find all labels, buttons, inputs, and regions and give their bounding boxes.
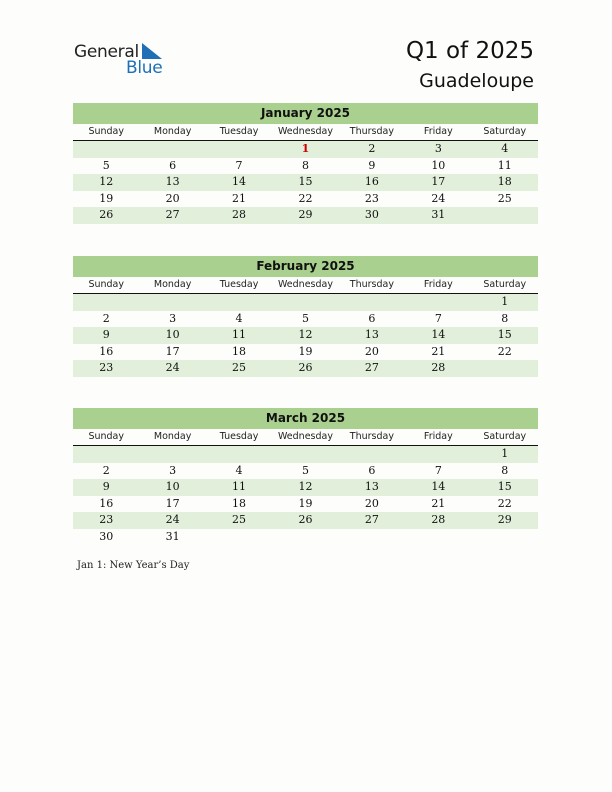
weekday-header-row [73, 277, 538, 294]
week-row [73, 512, 538, 529]
day-cell: 19 [298, 496, 313, 510]
day-cell [339, 446, 405, 463]
day-cell [339, 294, 405, 311]
day-cell: 8 [501, 463, 509, 477]
day-cell: 16 [99, 344, 114, 358]
day-cell: 9 [102, 328, 110, 342]
week-row [73, 311, 538, 328]
day-cell: 10 [165, 328, 180, 342]
day-cell: 18 [232, 496, 247, 510]
day-cell: 7 [434, 311, 442, 325]
day-cell: 26 [99, 208, 114, 222]
day-cell: 13 [364, 480, 379, 494]
week-row [73, 529, 538, 546]
week-row [73, 294, 538, 311]
weekday-header-row [73, 429, 538, 446]
day-cell: 19 [298, 344, 313, 358]
day-cell: 25 [497, 191, 512, 205]
month-calendar-march [73, 408, 538, 546]
day-cell: 4 [501, 142, 509, 155]
day-cell: 20 [364, 496, 379, 510]
day-cell: 16 [99, 496, 114, 510]
day-cell: 7 [434, 463, 442, 477]
day-cell: 11 [232, 480, 247, 494]
page-subtitle: Guadeloupe [419, 70, 534, 92]
weekday-header-row [73, 124, 538, 141]
day-cell: 11 [232, 328, 247, 342]
weekday-label: Friday [423, 126, 453, 137]
weekday-label: Tuesday [219, 126, 259, 137]
day-cell: 25 [232, 513, 247, 527]
day-cell: 15 [298, 175, 313, 189]
day-cell: 28 [232, 208, 247, 222]
day-cell: 13 [364, 328, 379, 342]
day-cell [405, 446, 471, 463]
day-cell: 7 [235, 158, 243, 172]
day-cell [206, 446, 272, 463]
day-cell: 21 [431, 344, 446, 358]
weekday-label: Thursday [349, 279, 394, 290]
day-cell: 9 [102, 480, 110, 494]
day-cell: 22 [298, 191, 313, 205]
day-cell: 11 [497, 158, 512, 172]
day-cell: 20 [165, 191, 180, 205]
day-cell: 10 [165, 480, 180, 494]
week-row [73, 174, 538, 191]
day-cell: 1 [501, 447, 509, 460]
day-cell: 1 [501, 295, 509, 308]
holiday-day-cell: 1 [301, 142, 310, 155]
day-cell: 8 [301, 158, 309, 172]
weekday-label: Friday [423, 431, 453, 442]
week-row [73, 446, 538, 463]
weekday-label: Monday [153, 126, 192, 137]
day-cell: 6 [368, 463, 376, 477]
day-cell [472, 529, 538, 546]
day-cell: 22 [497, 496, 512, 510]
weekday-label: Tuesday [219, 279, 259, 290]
week-row [73, 360, 538, 377]
logo-general-text: General [74, 42, 139, 62]
weekday-label: Saturday [483, 126, 527, 137]
day-cell [405, 294, 471, 311]
day-cell: 25 [232, 361, 247, 375]
weekday-label: Wednesday [277, 126, 333, 137]
week-row [73, 327, 538, 344]
logo-blue-text: Blue [126, 58, 163, 78]
weekday-label: Sunday [88, 431, 124, 442]
weekday-label: Monday [153, 279, 192, 290]
month-calendar-february [73, 256, 538, 377]
logo-flag-icon [142, 43, 162, 59]
day-cell: 3 [169, 311, 177, 325]
day-cell [272, 529, 338, 546]
week-row [73, 344, 538, 361]
week-row [73, 141, 538, 158]
day-cell [206, 141, 272, 158]
day-cell: 14 [431, 480, 446, 494]
day-cell: 26 [298, 361, 313, 375]
day-cell: 31 [431, 208, 446, 222]
day-cell [139, 294, 205, 311]
holiday-note: Jan 1: New Year’s Day [77, 560, 190, 571]
day-cell: 23 [99, 513, 114, 527]
day-cell: 13 [165, 175, 180, 189]
weekday-label: Saturday [483, 279, 527, 290]
day-cell: 28 [431, 513, 446, 527]
day-cell: 18 [497, 175, 512, 189]
day-cell: 24 [165, 361, 180, 375]
day-cell: 30 [99, 529, 114, 543]
day-cell: 21 [232, 191, 247, 205]
weekday-label: Saturday [483, 431, 527, 442]
day-cell [139, 446, 205, 463]
day-cell: 21 [431, 496, 446, 510]
day-cell: 8 [501, 311, 509, 325]
weekday-label: Thursday [349, 126, 394, 137]
day-cell [73, 141, 139, 158]
day-cell: 17 [165, 344, 180, 358]
day-cell: 27 [165, 208, 180, 222]
day-cell [73, 294, 139, 311]
week-row [73, 158, 538, 175]
day-cell [73, 446, 139, 463]
day-cell: 9 [368, 158, 376, 172]
month-calendar-january [73, 103, 538, 224]
page-title: Q1 of 2025 [405, 38, 534, 64]
generalblue-logo [74, 42, 174, 78]
weekday-label: Wednesday [277, 431, 333, 442]
day-cell: 6 [169, 158, 177, 172]
week-row [73, 463, 538, 480]
day-cell: 2 [368, 142, 376, 155]
day-cell: 31 [165, 529, 180, 543]
weekday-label: Thursday [349, 431, 394, 442]
day-cell: 18 [232, 344, 247, 358]
day-cell: 15 [497, 328, 512, 342]
day-cell: 12 [298, 480, 313, 494]
weekday-label: Sunday [88, 126, 124, 137]
day-cell: 4 [235, 463, 243, 477]
day-cell: 16 [364, 175, 379, 189]
day-cell [272, 446, 338, 463]
day-cell: 15 [497, 480, 512, 494]
day-cell: 24 [431, 191, 446, 205]
day-cell: 19 [99, 191, 114, 205]
day-cell [206, 529, 272, 546]
day-cell: 5 [301, 311, 309, 325]
day-cell: 24 [165, 513, 180, 527]
day-cell [472, 360, 538, 377]
day-cell: 28 [431, 361, 446, 375]
weekday-label: Sunday [88, 279, 124, 290]
day-cell: 5 [102, 158, 110, 172]
day-cell: 12 [99, 175, 114, 189]
weekday-label: Monday [153, 431, 192, 442]
day-cell: 27 [364, 513, 379, 527]
day-cell: 17 [165, 496, 180, 510]
day-cell [472, 207, 538, 224]
week-row [73, 479, 538, 496]
day-cell: 29 [298, 208, 313, 222]
day-cell [206, 294, 272, 311]
day-cell: 3 [169, 463, 177, 477]
day-cell: 22 [497, 344, 512, 358]
month-title: January 2025 [73, 103, 538, 124]
day-cell: 23 [364, 191, 379, 205]
day-cell: 2 [102, 463, 110, 477]
day-cell: 4 [235, 311, 243, 325]
day-cell: 20 [364, 344, 379, 358]
week-row [73, 496, 538, 513]
day-cell [339, 529, 405, 546]
weekday-label: Tuesday [219, 431, 259, 442]
day-cell [405, 529, 471, 546]
day-cell: 29 [497, 513, 512, 527]
day-cell: 14 [431, 328, 446, 342]
day-cell [272, 294, 338, 311]
day-cell: 23 [99, 361, 114, 375]
month-title: March 2025 [73, 408, 538, 429]
day-cell: 14 [232, 175, 247, 189]
weekday-label: Friday [423, 279, 453, 290]
day-cell: 3 [434, 142, 442, 155]
day-cell: 2 [102, 311, 110, 325]
week-row [73, 191, 538, 208]
day-cell: 17 [431, 175, 446, 189]
weekday-label: Wednesday [277, 279, 333, 290]
day-cell: 12 [298, 328, 313, 342]
day-cell: 30 [364, 208, 379, 222]
day-cell: 27 [364, 361, 379, 375]
month-title: February 2025 [73, 256, 538, 277]
day-cell: 6 [368, 311, 376, 325]
day-cell: 26 [298, 513, 313, 527]
day-cell: 10 [431, 158, 446, 172]
week-row [73, 207, 538, 224]
day-cell [139, 141, 205, 158]
day-cell: 5 [301, 463, 309, 477]
